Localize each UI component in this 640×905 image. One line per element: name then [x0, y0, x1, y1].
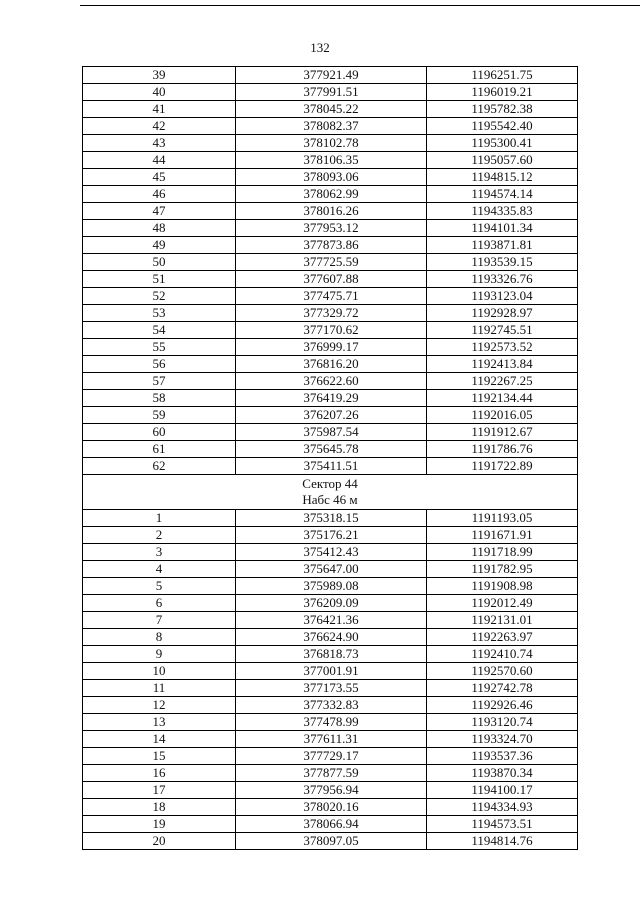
point-number-cell: 1: [83, 510, 236, 527]
point-number-cell: 2: [83, 527, 236, 544]
table-row: [83, 407, 578, 424]
table-row: [83, 288, 578, 305]
page-number: 132: [310, 40, 330, 55]
point-number-cell: 16: [83, 765, 236, 782]
x-coordinate-cell: 376624.90: [236, 629, 427, 646]
y-coordinate-cell: 1191912.67: [427, 424, 578, 441]
y-coordinate-cell: 1194334.93: [427, 799, 578, 816]
table-row: [83, 697, 578, 714]
x-coordinate-cell: 375412.43: [236, 544, 427, 561]
table-row: [83, 424, 578, 441]
point-number-cell: 18: [83, 799, 236, 816]
point-number-cell: 14: [83, 731, 236, 748]
table-row: [83, 186, 578, 203]
y-coordinate-cell: 1192928.97: [427, 305, 578, 322]
table-row: [83, 731, 578, 748]
table-row: [83, 220, 578, 237]
point-number-cell: 61: [83, 441, 236, 458]
x-coordinate-cell: 376207.26: [236, 407, 427, 424]
y-coordinate-cell: 1195782.38: [427, 101, 578, 118]
table-row: [83, 561, 578, 578]
x-coordinate-cell: 377170.62: [236, 322, 427, 339]
top-rule: [80, 5, 640, 6]
point-number-cell: 20: [83, 833, 236, 850]
x-coordinate-cell: 377173.55: [236, 680, 427, 697]
y-coordinate-cell: 1193324.70: [427, 731, 578, 748]
table-row: [83, 237, 578, 254]
x-coordinate-cell: 378045.22: [236, 101, 427, 118]
y-coordinate-cell: 1194573.51: [427, 816, 578, 833]
y-coordinate-cell: 1192570.60: [427, 663, 578, 680]
x-coordinate-cell: 377611.31: [236, 731, 427, 748]
table-row: [83, 544, 578, 561]
y-coordinate-cell: 1192926.46: [427, 697, 578, 714]
y-coordinate-cell: 1192134.44: [427, 390, 578, 407]
table-row: [83, 203, 578, 220]
x-coordinate-cell: 377729.17: [236, 748, 427, 765]
point-number-cell: 45: [83, 169, 236, 186]
table-row: [83, 663, 578, 680]
x-coordinate-cell: 378016.26: [236, 203, 427, 220]
y-coordinate-cell: 1192573.52: [427, 339, 578, 356]
x-coordinate-cell: 378102.78: [236, 135, 427, 152]
x-coordinate-cell: 376419.29: [236, 390, 427, 407]
table-row: [83, 101, 578, 118]
table-row: [83, 595, 578, 612]
y-coordinate-cell: 1192131.01: [427, 612, 578, 629]
y-coordinate-cell: 1191718.99: [427, 544, 578, 561]
x-coordinate-cell: 377877.59: [236, 765, 427, 782]
table-row: [83, 305, 578, 322]
x-coordinate-cell: 378097.05: [236, 833, 427, 850]
y-coordinate-cell: 1193870.34: [427, 765, 578, 782]
table-row: [83, 356, 578, 373]
y-coordinate-cell: 1192267.25: [427, 373, 578, 390]
point-number-cell: 60: [83, 424, 236, 441]
point-number-cell: 3: [83, 544, 236, 561]
point-number-cell: 55: [83, 339, 236, 356]
table-row: [83, 782, 578, 799]
table-row: [83, 629, 578, 646]
point-number-cell: 43: [83, 135, 236, 152]
point-number-cell: 51: [83, 271, 236, 288]
x-coordinate-cell: 377332.83: [236, 697, 427, 714]
x-coordinate-cell: 376209.09: [236, 595, 427, 612]
x-coordinate-cell: 375989.08: [236, 578, 427, 595]
point-number-cell: 46: [83, 186, 236, 203]
point-number-cell: 59: [83, 407, 236, 424]
x-coordinate-cell: 377953.12: [236, 220, 427, 237]
point-number-cell: 15: [83, 748, 236, 765]
point-number-cell: 44: [83, 152, 236, 169]
point-number-cell: 47: [83, 203, 236, 220]
x-coordinate-cell: 376622.60: [236, 373, 427, 390]
table-row: [83, 254, 578, 271]
x-coordinate-cell: 378082.37: [236, 118, 427, 135]
y-coordinate-cell: 1193871.81: [427, 237, 578, 254]
table-row: [83, 169, 578, 186]
y-coordinate-cell: 1194100.17: [427, 782, 578, 799]
table-row: [83, 680, 578, 697]
x-coordinate-cell: 377329.72: [236, 305, 427, 322]
point-number-cell: 48: [83, 220, 236, 237]
x-coordinate-cell: 377991.51: [236, 84, 427, 101]
table-row: [83, 833, 578, 850]
table1-body: [83, 67, 578, 475]
table-row: [83, 458, 578, 475]
x-coordinate-cell: 378020.16: [236, 799, 427, 816]
y-coordinate-cell: 1191722.89: [427, 458, 578, 475]
x-coordinate-cell: 377873.86: [236, 237, 427, 254]
x-coordinate-cell: 378066.94: [236, 816, 427, 833]
table-row: [83, 135, 578, 152]
table-row: [83, 765, 578, 782]
y-coordinate-cell: 1191786.76: [427, 441, 578, 458]
y-coordinate-cell: 1191782.95: [427, 561, 578, 578]
section-subtitle: Набс 46 м: [302, 492, 358, 507]
x-coordinate-cell: 375645.78: [236, 441, 427, 458]
y-coordinate-cell: 1193326.76: [427, 271, 578, 288]
table-row: [83, 748, 578, 765]
table-row: [83, 578, 578, 595]
table-row: [83, 373, 578, 390]
point-number-cell: 13: [83, 714, 236, 731]
y-coordinate-cell: 1192413.84: [427, 356, 578, 373]
x-coordinate-cell: 375318.15: [236, 510, 427, 527]
x-coordinate-cell: 377956.94: [236, 782, 427, 799]
point-number-cell: 9: [83, 646, 236, 663]
y-coordinate-cell: 1192016.05: [427, 407, 578, 424]
y-coordinate-cell: 1196251.75: [427, 67, 578, 84]
y-coordinate-cell: 1194815.12: [427, 169, 578, 186]
y-coordinate-cell: 1194101.34: [427, 220, 578, 237]
x-coordinate-cell: 377921.49: [236, 67, 427, 84]
section-header: [83, 475, 578, 510]
table-row: [83, 67, 578, 84]
x-coordinate-cell: 375987.54: [236, 424, 427, 441]
y-coordinate-cell: 1192263.97: [427, 629, 578, 646]
table-row: [83, 390, 578, 407]
point-number-cell: 6: [83, 595, 236, 612]
y-coordinate-cell: 1194335.83: [427, 203, 578, 220]
x-coordinate-cell: 376816.20: [236, 356, 427, 373]
x-coordinate-cell: 375176.21: [236, 527, 427, 544]
x-coordinate-cell: 375647.00: [236, 561, 427, 578]
point-number-cell: 62: [83, 458, 236, 475]
x-coordinate-cell: 378106.35: [236, 152, 427, 169]
x-coordinate-cell: 376818.73: [236, 646, 427, 663]
x-coordinate-cell: 376999.17: [236, 339, 427, 356]
table-row: [83, 799, 578, 816]
table-row: [83, 441, 578, 458]
y-coordinate-cell: 1195542.40: [427, 118, 578, 135]
table-row: [83, 118, 578, 135]
x-coordinate-cell: 377001.91: [236, 663, 427, 680]
point-number-cell: 49: [83, 237, 236, 254]
table-row: [83, 527, 578, 544]
point-number-cell: 7: [83, 612, 236, 629]
x-coordinate-cell: 377607.88: [236, 271, 427, 288]
table-row: [83, 152, 578, 169]
x-coordinate-cell: 376421.36: [236, 612, 427, 629]
y-coordinate-cell: 1191671.91: [427, 527, 578, 544]
point-number-cell: 17: [83, 782, 236, 799]
point-number-cell: 19: [83, 816, 236, 833]
point-number-cell: 53: [83, 305, 236, 322]
point-number-cell: 10: [83, 663, 236, 680]
y-coordinate-cell: 1193120.74: [427, 714, 578, 731]
point-number-cell: 52: [83, 288, 236, 305]
x-coordinate-cell: 375411.51: [236, 458, 427, 475]
y-coordinate-cell: 1194574.14: [427, 186, 578, 203]
x-coordinate-cell: 378062.99: [236, 186, 427, 203]
x-coordinate-cell: 377478.99: [236, 714, 427, 731]
table-row: [83, 322, 578, 339]
y-coordinate-cell: 1193123.04: [427, 288, 578, 305]
y-coordinate-cell: 1193537.36: [427, 748, 578, 765]
x-coordinate-cell: 377725.59: [236, 254, 427, 271]
table-row: [83, 714, 578, 731]
point-number-cell: 42: [83, 118, 236, 135]
section-header-row: [83, 475, 578, 510]
table-row: [83, 816, 578, 833]
y-coordinate-cell: 1192410.74: [427, 646, 578, 663]
table-row: [83, 271, 578, 288]
point-number-cell: 5: [83, 578, 236, 595]
y-coordinate-cell: 1191193.05: [427, 510, 578, 527]
point-number-cell: 39: [83, 67, 236, 84]
point-number-cell: 4: [83, 561, 236, 578]
x-coordinate-cell: 378093.06: [236, 169, 427, 186]
x-coordinate-cell: 377475.71: [236, 288, 427, 305]
y-coordinate-cell: 1192742.78: [427, 680, 578, 697]
point-number-cell: 40: [83, 84, 236, 101]
table-row: [83, 84, 578, 101]
coordinates-table: [82, 66, 578, 850]
y-coordinate-cell: 1194814.76: [427, 833, 578, 850]
point-number-cell: 54: [83, 322, 236, 339]
table2-body: [83, 510, 578, 850]
y-coordinate-cell: 1192745.51: [427, 322, 578, 339]
y-coordinate-cell: 1193539.15: [427, 254, 578, 271]
y-coordinate-cell: 1195300.41: [427, 135, 578, 152]
y-coordinate-cell: 1192012.49: [427, 595, 578, 612]
point-number-cell: 11: [83, 680, 236, 697]
y-coordinate-cell: 1196019.21: [427, 84, 578, 101]
table-row: [83, 339, 578, 356]
point-number-cell: 50: [83, 254, 236, 271]
point-number-cell: 57: [83, 373, 236, 390]
section-title: Сектор 44: [302, 476, 358, 491]
point-number-cell: 8: [83, 629, 236, 646]
table-row: [83, 612, 578, 629]
point-number-cell: 58: [83, 390, 236, 407]
y-coordinate-cell: 1191908.98: [427, 578, 578, 595]
point-number-cell: 41: [83, 101, 236, 118]
table-row: [83, 646, 578, 663]
point-number-cell: 56: [83, 356, 236, 373]
y-coordinate-cell: 1195057.60: [427, 152, 578, 169]
table-row: [83, 510, 578, 527]
point-number-cell: 12: [83, 697, 236, 714]
